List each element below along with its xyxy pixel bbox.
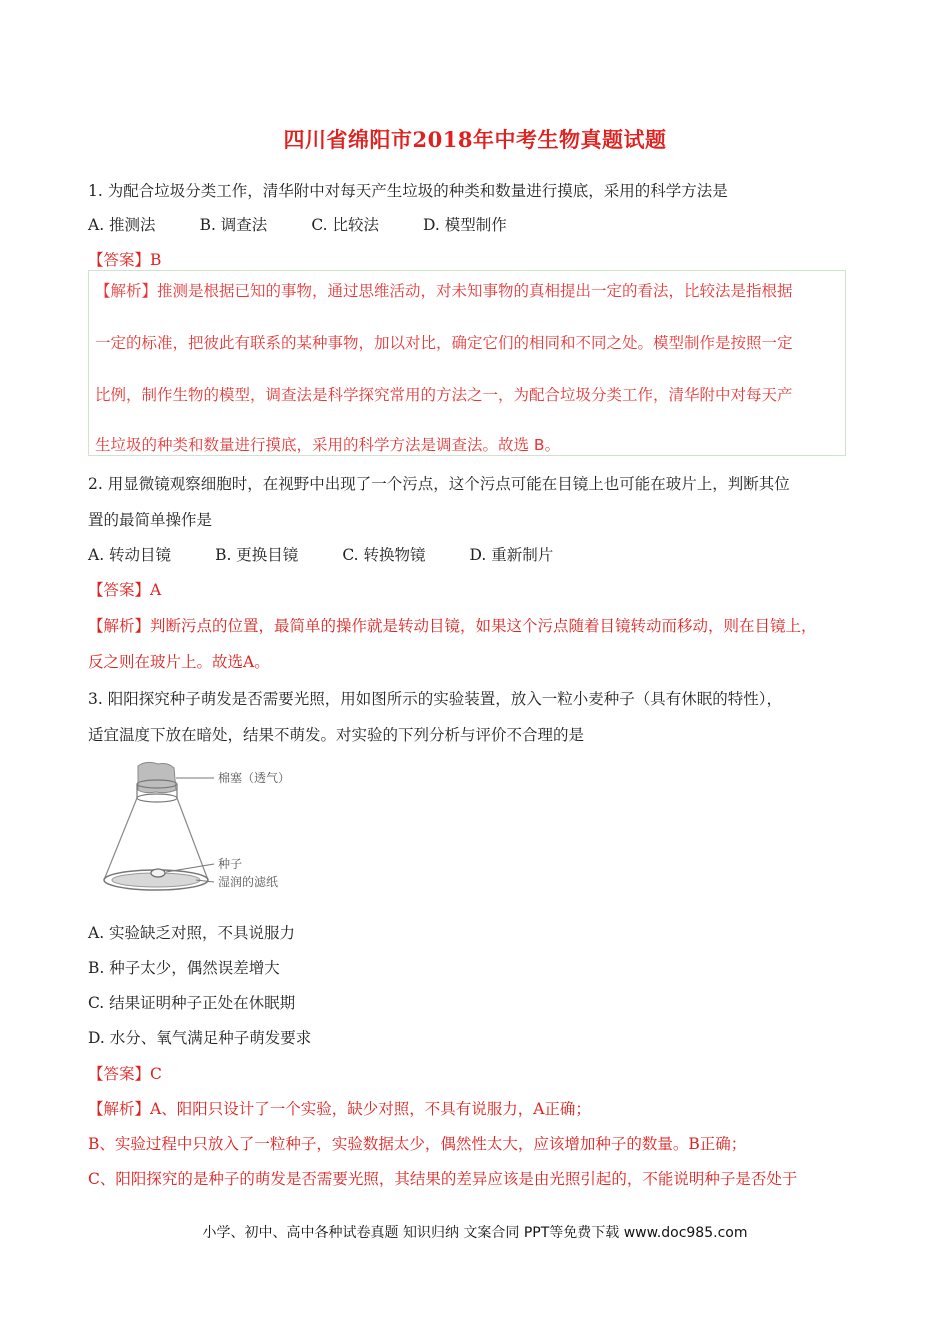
q1-analysis-box bbox=[88, 270, 846, 456]
q1-option-c: C. 比较法 bbox=[311, 216, 379, 234]
page-footer: 小学、初中、高中各种试卷真题 知识归纳 文案合同 PPT等免费下载 www.doc985.com bbox=[202, 1225, 748, 1241]
q2-option-d: D. 重新制片 bbox=[469, 546, 554, 564]
q3-option-b: B. 种子太少，偶然误差增大 bbox=[88, 959, 280, 977]
label-filter-paper: 湿润的滤纸 bbox=[218, 875, 279, 889]
q2-option-c: C. 转换物镜 bbox=[342, 546, 426, 564]
q2-analysis-line: 【解析】判断污点的位置，最简单的操作就是转动目镜，如果这个污点随着目镜转动而移动，则在目镜上， bbox=[88, 617, 817, 635]
q3-answer: 【答案】C bbox=[88, 1065, 162, 1083]
q2-question-line: 2. 用显微镜观察细胞时，在视野中出现了一个污点，这个污点可能在目镜上也可能在玻片上，判断其位 bbox=[88, 475, 790, 493]
seed bbox=[151, 869, 165, 877]
q3-analysis-line: 【解析】A、阳阳只设计了一个实验，缺少对照，不具有说服力，A正确； bbox=[88, 1100, 591, 1118]
q1-analysis-line: 【解析】推测是根据已知的事物，通过思维活动，对未知事物的真相提出一定的看法，比较法是指根据 bbox=[95, 282, 793, 300]
q1-option-d: D. 模型制作 bbox=[422, 216, 507, 234]
experiment-figure bbox=[96, 760, 316, 900]
q1-answer: 【答案】B bbox=[88, 251, 162, 269]
label-seed: 种子 bbox=[218, 857, 243, 871]
flask-neck-base bbox=[137, 794, 177, 802]
q1-analysis-line: 生垃圾的种类和数量进行摸底，采用的科学方法是调查法。故选 B。 bbox=[95, 436, 561, 454]
q2-option-b: B. 更换目镜 bbox=[215, 546, 299, 564]
q1-analysis-line: 一定的标准，把彼此有联系的某种事物，加以对比，确定它们的相同和不同之处。模型制作是按照一定 bbox=[95, 334, 793, 352]
label-cotton: 棉塞（透气） bbox=[218, 771, 291, 785]
experiment-apparatus-drawing bbox=[96, 760, 316, 900]
q3-option-c: C. 结果证明种子正处在休眠期 bbox=[88, 994, 296, 1012]
q2-option-a: A. 转动目镜 bbox=[88, 546, 172, 564]
q1-question: 1. 为配合垃圾分类工作，清华附中对每天产生垃圾的种类和数量进行摸底，采用的科学方法是 bbox=[88, 182, 728, 200]
q3-question-line: 适宜温度下放在暗处，结果不萌发。对实验的下列分析与评价不合理的是 bbox=[88, 726, 585, 744]
q3-analysis-line: C、阳阳探究的是种子的萌发是否需要光照，其结果的差异应该是由光照引起的，不能说明种子是否处于 bbox=[88, 1170, 798, 1188]
q3-analysis-line: B、实验过程中只放入了一粒种子，实验数据太少，偶然性太大，应该增加种子的数量。B正确； bbox=[88, 1135, 747, 1153]
q3-option-a: A. 实验缺乏对照，不具说服力 bbox=[88, 924, 296, 942]
q1-analysis-line: 比例，制作生物的模型，调查法是科学探究常用的方法之一，为配合垃圾分类工作，清华附中对每天产 bbox=[95, 386, 793, 404]
q2-analysis-line: 反之则在玻片上。故选A。 bbox=[88, 653, 270, 671]
q2-options bbox=[88, 544, 597, 566]
q2-answer: 【答案】A bbox=[88, 581, 162, 599]
q1-option-b: B. 调查法 bbox=[199, 216, 268, 234]
flask-side-left bbox=[104, 798, 137, 880]
q1-option-a: A. 推测法 bbox=[88, 216, 156, 234]
q3-question-line: 3. 阳阳探究种子萌发是否需要光照，用如图所示的实验装置，放入一粒小麦种子（具有休眠的特性）， bbox=[88, 690, 782, 708]
q1-options bbox=[88, 214, 551, 236]
document-title: 四川省绵阳市2018年中考生物真题试题 bbox=[283, 127, 667, 152]
q2-question-line: 置的最简单操作是 bbox=[88, 511, 213, 529]
q3-option-d: D. 水分、氧气满足种子萌发要求 bbox=[88, 1029, 312, 1047]
